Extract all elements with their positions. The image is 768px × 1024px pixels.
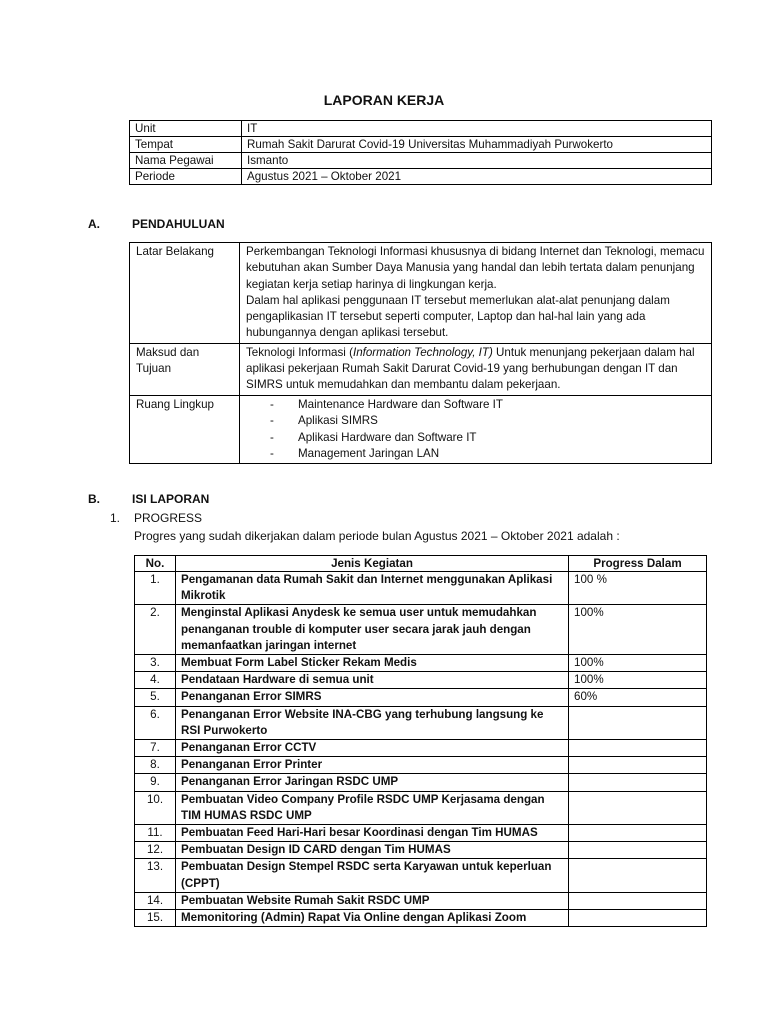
ruang-label: Ruang Lingkup	[130, 395, 240, 463]
latar-label: Latar Belakang	[130, 243, 240, 344]
row-number: 9.	[135, 774, 176, 791]
row-progress: 100 %	[569, 572, 707, 605]
info-label: Periode	[130, 169, 242, 185]
table-row	[135, 740, 707, 757]
row-number: 11.	[135, 825, 176, 842]
info-value: Rumah Sakit Darurat Covid-19 Universitas Muhammadiyah Purwokerto	[242, 137, 712, 153]
info-value: IT	[242, 121, 712, 137]
col-header-no: No.	[135, 556, 176, 572]
table-row	[135, 605, 707, 655]
info-row	[130, 121, 712, 137]
row-progress	[569, 892, 707, 909]
maksud-row	[130, 343, 712, 395]
row-kegiatan: Penanganan Error Website INA-CBG yang terhubung langsung ke RSI Purwokerto	[176, 706, 569, 739]
row-number: 6.	[135, 706, 176, 739]
scope-dash: -	[270, 447, 274, 461]
row-progress	[569, 740, 707, 757]
row-kegiatan: Pembuatan Website Rumah Sakit RSDC UMP	[176, 892, 569, 909]
progress-subheading: 1. PROGRESS	[110, 511, 203, 525]
scope-item-label: Maintenance Hardware dan Software IT	[298, 397, 503, 411]
scope-item-label: Aplikasi Hardware dan Software IT	[298, 430, 477, 444]
row-progress: 100%	[569, 655, 707, 672]
row-number: 8.	[135, 757, 176, 774]
row-progress	[569, 910, 707, 927]
table-row	[135, 859, 707, 892]
row-number: 3.	[135, 655, 176, 672]
row-number: 12.	[135, 842, 176, 859]
row-kegiatan: Penanganan Error CCTV	[176, 740, 569, 757]
table-row	[135, 655, 707, 672]
scope-item	[246, 446, 705, 463]
row-number: 13.	[135, 859, 176, 892]
row-number: 10.	[135, 791, 176, 824]
table-row	[135, 892, 707, 909]
latar-row	[130, 243, 712, 344]
scope-item	[246, 413, 705, 430]
progress-header-row	[135, 556, 707, 572]
info-row	[130, 169, 712, 185]
row-kegiatan: Pembuatan Design ID CARD dengan Tim HUMAS	[176, 842, 569, 859]
section-a-heading: A. PENDAHULUAN	[88, 217, 225, 231]
table-row	[135, 842, 707, 859]
table-row	[135, 572, 707, 605]
row-number: 4.	[135, 672, 176, 689]
scope-item	[246, 397, 705, 414]
table-row	[135, 706, 707, 739]
row-kegiatan: Penanganan Error SIMRS	[176, 689, 569, 706]
progress-intro: Progres yang sudah dikerjakan dalam periode bulan Agustus 2021 – Oktober 2021 adalah :	[134, 529, 620, 543]
row-kegiatan: Pembuatan Video Company Profile RSDC UMP Kerjasama dengan TIM HUMAS RSDC UMP	[176, 791, 569, 824]
page-title: LAPORAN KERJA	[323, 92, 445, 108]
row-progress	[569, 791, 707, 824]
info-table	[129, 120, 712, 185]
row-progress	[569, 706, 707, 739]
row-kegiatan: Menginstal Aplikasi Anydesk ke semua user untuk memudahkan penanganan trouble di komputer user secara jarak jauh dengan memanfaatkan jaringan internet	[176, 605, 569, 655]
col-header-kegiatan: Jenis Kegiatan	[176, 556, 569, 572]
maksud-label: Maksud dan Tujuan	[130, 343, 240, 395]
section-b-heading: B. ISI LAPORAN	[88, 492, 210, 506]
row-number: 7.	[135, 740, 176, 757]
ruang-row	[130, 395, 712, 463]
info-label: Tempat	[130, 137, 242, 153]
row-number: 5.	[135, 689, 176, 706]
row-kegiatan: Pengamanan data Rumah Sakit dan Internet menggunakan Aplikasi Mikrotik	[176, 572, 569, 605]
table-row	[135, 774, 707, 791]
latar-text	[240, 243, 712, 344]
progress-table	[134, 555, 707, 927]
table-row	[135, 791, 707, 824]
row-kegiatan: Penanganan Error Jaringan RSDC UMP	[176, 774, 569, 791]
row-progress: 100%	[569, 672, 707, 689]
col-header-progress: Progress Dalam	[569, 556, 707, 572]
row-kegiatan: Pembuatan Feed Hari-Hari besar Koordinasi dengan Tim HUMAS	[176, 825, 569, 842]
maksud-text: Teknologi Informasi (Information Technology, IT) Untuk menunjang pekerjaan dalam hal aplikasi pekerjaan Rumah Sakit Darurat Covid-19 yang berhubungan dengan IT dan SIMRS untuk memudahkan dan membantu dalam pekerjaan.	[240, 343, 712, 395]
row-progress	[569, 825, 707, 842]
row-progress	[569, 757, 707, 774]
row-kegiatan: Penanganan Error Printer	[176, 757, 569, 774]
info-value: Ismanto	[242, 153, 712, 169]
ruang-list-cell	[240, 395, 712, 463]
info-label: Nama Pegawai	[130, 153, 242, 169]
table-row	[135, 910, 707, 927]
scope-dash: -	[270, 414, 274, 428]
table-row	[135, 825, 707, 842]
table-row	[135, 689, 707, 706]
row-kegiatan: Pembuatan Design Stempel RSDC serta Karyawan untuk keperluan (CPPT)	[176, 859, 569, 892]
row-kegiatan: Pendataan Hardware di semua unit	[176, 672, 569, 689]
row-number: 14.	[135, 892, 176, 909]
row-progress: 100%	[569, 605, 707, 655]
row-number: 1.	[135, 572, 176, 605]
row-number: 2.	[135, 605, 176, 655]
scope-dash: -	[270, 397, 274, 411]
scope-item-label: Aplikasi SIMRS	[298, 414, 378, 428]
table-row	[135, 757, 707, 774]
row-progress	[569, 774, 707, 791]
info-row	[130, 137, 712, 153]
scope-list	[246, 397, 705, 463]
info-label: Unit	[130, 121, 242, 137]
info-row	[130, 153, 712, 169]
scope-item-label: Management Jaringan LAN	[298, 447, 440, 461]
row-progress	[569, 842, 707, 859]
row-number: 15.	[135, 910, 176, 927]
row-progress: 60%	[569, 689, 707, 706]
row-kegiatan: Memonitoring (Admin) Rapat Via Online dengan Aplikasi Zoom	[176, 910, 569, 927]
row-kegiatan: Membuat Form Label Sticker Rekam Medis	[176, 655, 569, 672]
pendahuluan-table	[129, 242, 712, 464]
scope-dash: -	[270, 430, 274, 444]
table-row	[135, 672, 707, 689]
row-progress	[569, 859, 707, 892]
latar-paragraph-1: Perkembangan Teknologi Informasi khususnya di bidang Internet dan Teknologi, memacu kebutuhan akan Sumber Daya Manusia yang handal dan lebih tertata dalam penunjang kegiatan kerja setiap harinya di lingkungan kerja.	[246, 245, 705, 291]
latar-paragraph-2: Dalam hal aplikasi penggunaan IT tersebut memerlukan alat-alat penunjang dalam pengaplikasian IT tersebut seperti computer, Laptop dan hal-hal lain yang ada hubungannya dengan aplikasi tersebut.	[246, 293, 670, 340]
info-value: Agustus 2021 – Oktober 2021	[242, 169, 712, 185]
scope-item	[246, 430, 705, 447]
